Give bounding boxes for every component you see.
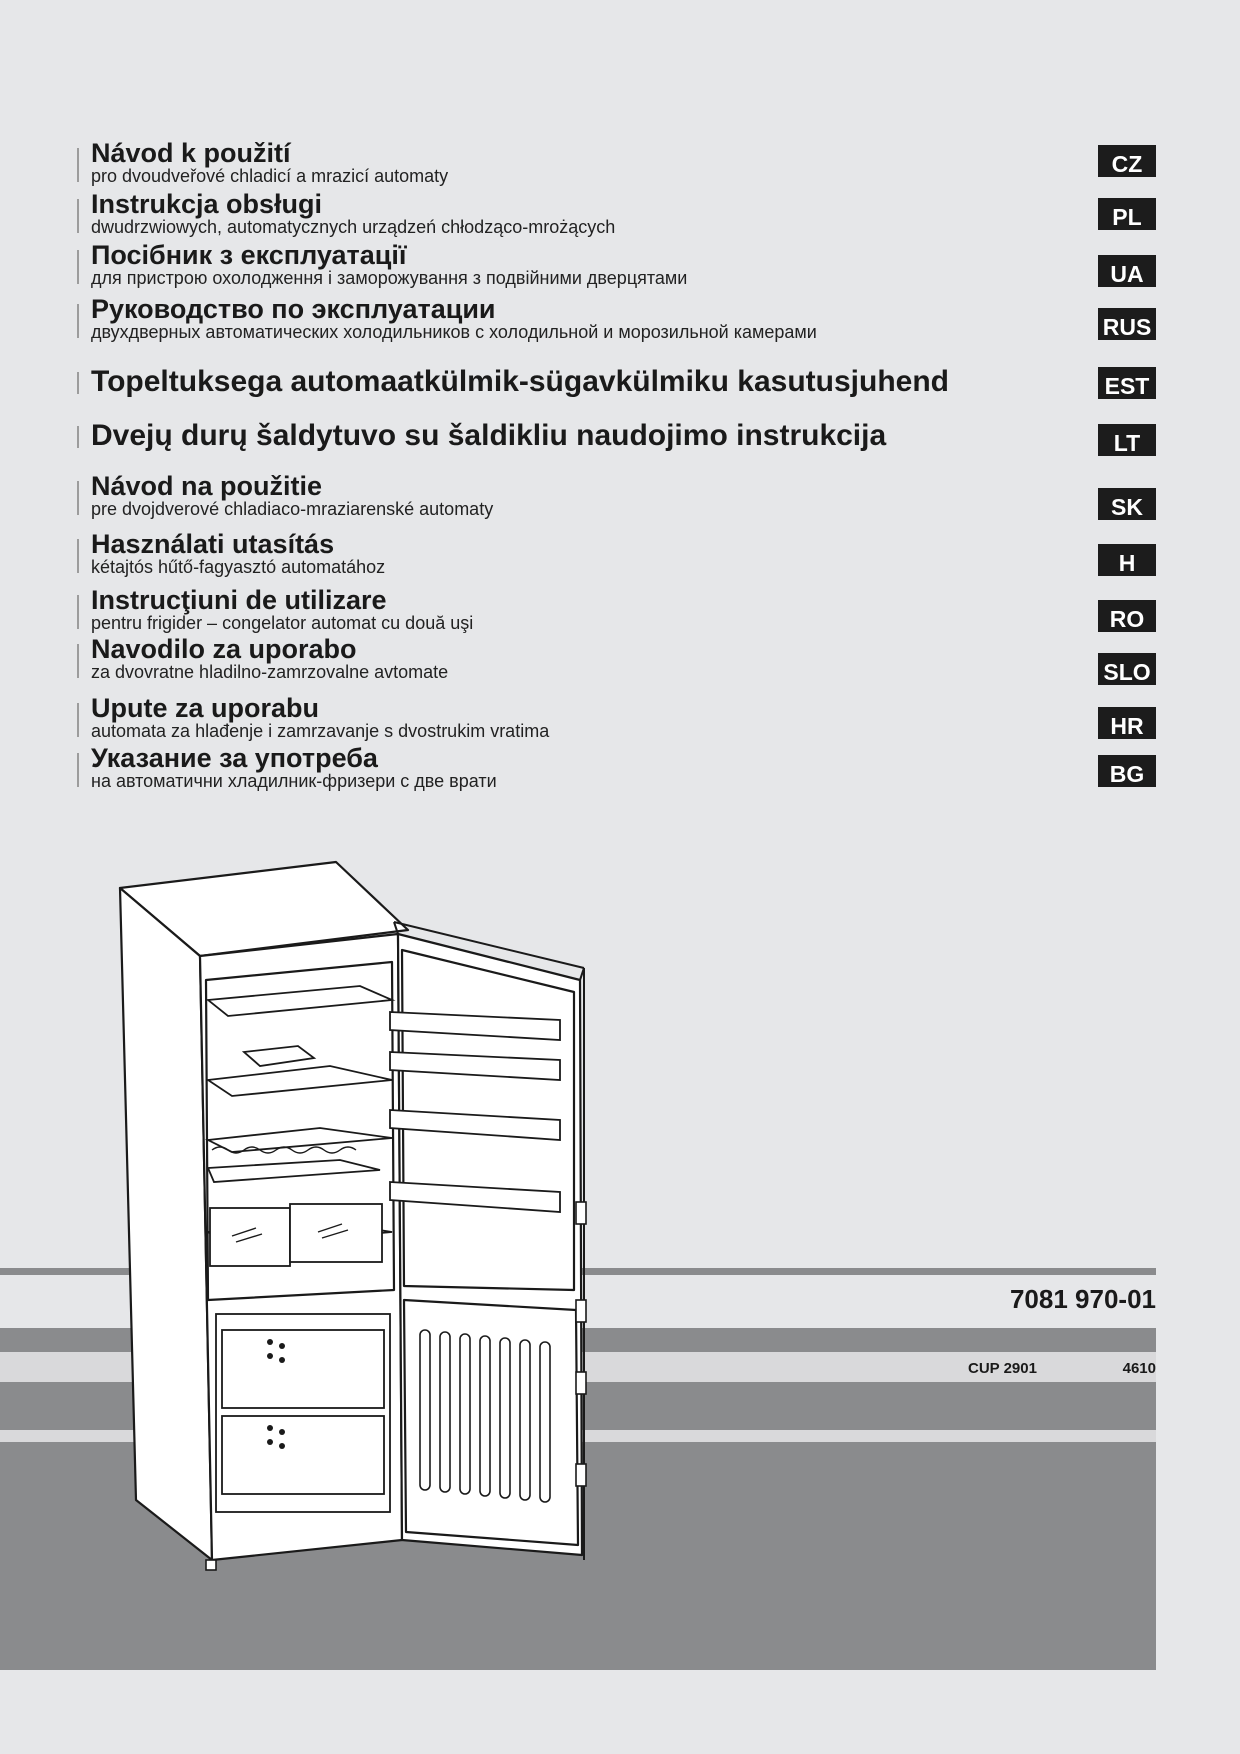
entry-subtitle: pro dvoudveřové chladicí a mrazicí automaty [91, 166, 449, 186]
entry-subtitle: pre dvojdverové chladiaco-mraziarenské automaty [91, 499, 494, 519]
lang-badge-sk: SK [1098, 485, 1156, 520]
lang-badge-cz: CZ [1098, 142, 1156, 177]
freezer-drawer-2 [222, 1416, 384, 1494]
cabinet-side [120, 888, 212, 1560]
entry-title: Navodilo za uporabo [91, 634, 357, 664]
lang-badge-hr: HR [1098, 704, 1156, 739]
entry-subtitle: za dvovratne hladilno-zamrzovalne avtomate [91, 662, 449, 682]
entry-subtitle: на автоматични хладилник-фризери с две врати [91, 771, 497, 791]
entry-title: Указание за употреба [91, 743, 378, 773]
lang-badge-pl: PL [1098, 195, 1156, 230]
lang-badge-ro: RO [1098, 597, 1156, 632]
lang-badge-lt: LT [1098, 421, 1156, 456]
entry-subtitle: двухдверных автоматических холодильников с холодильной и морозильной камерами [91, 322, 817, 342]
entry-title: Návod k použití [91, 138, 291, 168]
entry-subtitle: kétajtós hűtő-fagyasztó automatához [91, 557, 386, 577]
entry-title: Használati utasítás [91, 529, 335, 559]
lang-badge-bg: BG [1098, 752, 1156, 787]
lang-badge-est: EST [1098, 364, 1156, 399]
variant-code: 4610 [1122, 1360, 1156, 1377]
freezer-drawer-1 [222, 1330, 384, 1408]
entry-title: Instrukcja obsługi [91, 189, 323, 219]
model-code: CUP 2901 [968, 1360, 1037, 1377]
entry-title: Návod na použitie [91, 471, 323, 501]
entry-title: Руководство по эксплуатации [91, 294, 496, 324]
entry-title: Upute za uporabu [91, 693, 319, 723]
entry-title: Dvejų durų šaldytuvo su šaldikliu naudojimo instrukcija [91, 419, 887, 452]
entry-title: Instrucţiuni de utilizare [91, 585, 387, 615]
entry-subtitle: dwudrzwiowych, automatycznych urządzeń chłodząco-mrożących [91, 217, 616, 237]
entry-title: Посібник з експлуатації [91, 240, 407, 270]
lang-badge-rus: RUS [1098, 305, 1156, 340]
entry-title: Topeltuksega automaatkülmik-sügavkülmiku kasutusjuhend [91, 365, 949, 398]
lang-badge-ua: UA [1098, 252, 1156, 287]
entry-subtitle: для пристрою охолодження і заморожування з подвійними дверцятами [91, 268, 688, 288]
entry-subtitle: pentru frigider – congelator automat cu două uşi [91, 613, 474, 633]
entry-subtitle: automata za hlađenje i zamrzavanje s dvostrukim vratima [91, 721, 550, 741]
lang-badge-h: H [1098, 541, 1156, 576]
document-number: 7081 970-01 [1009, 1284, 1156, 1314]
lang-badge-slo: SLO [1098, 650, 1156, 685]
